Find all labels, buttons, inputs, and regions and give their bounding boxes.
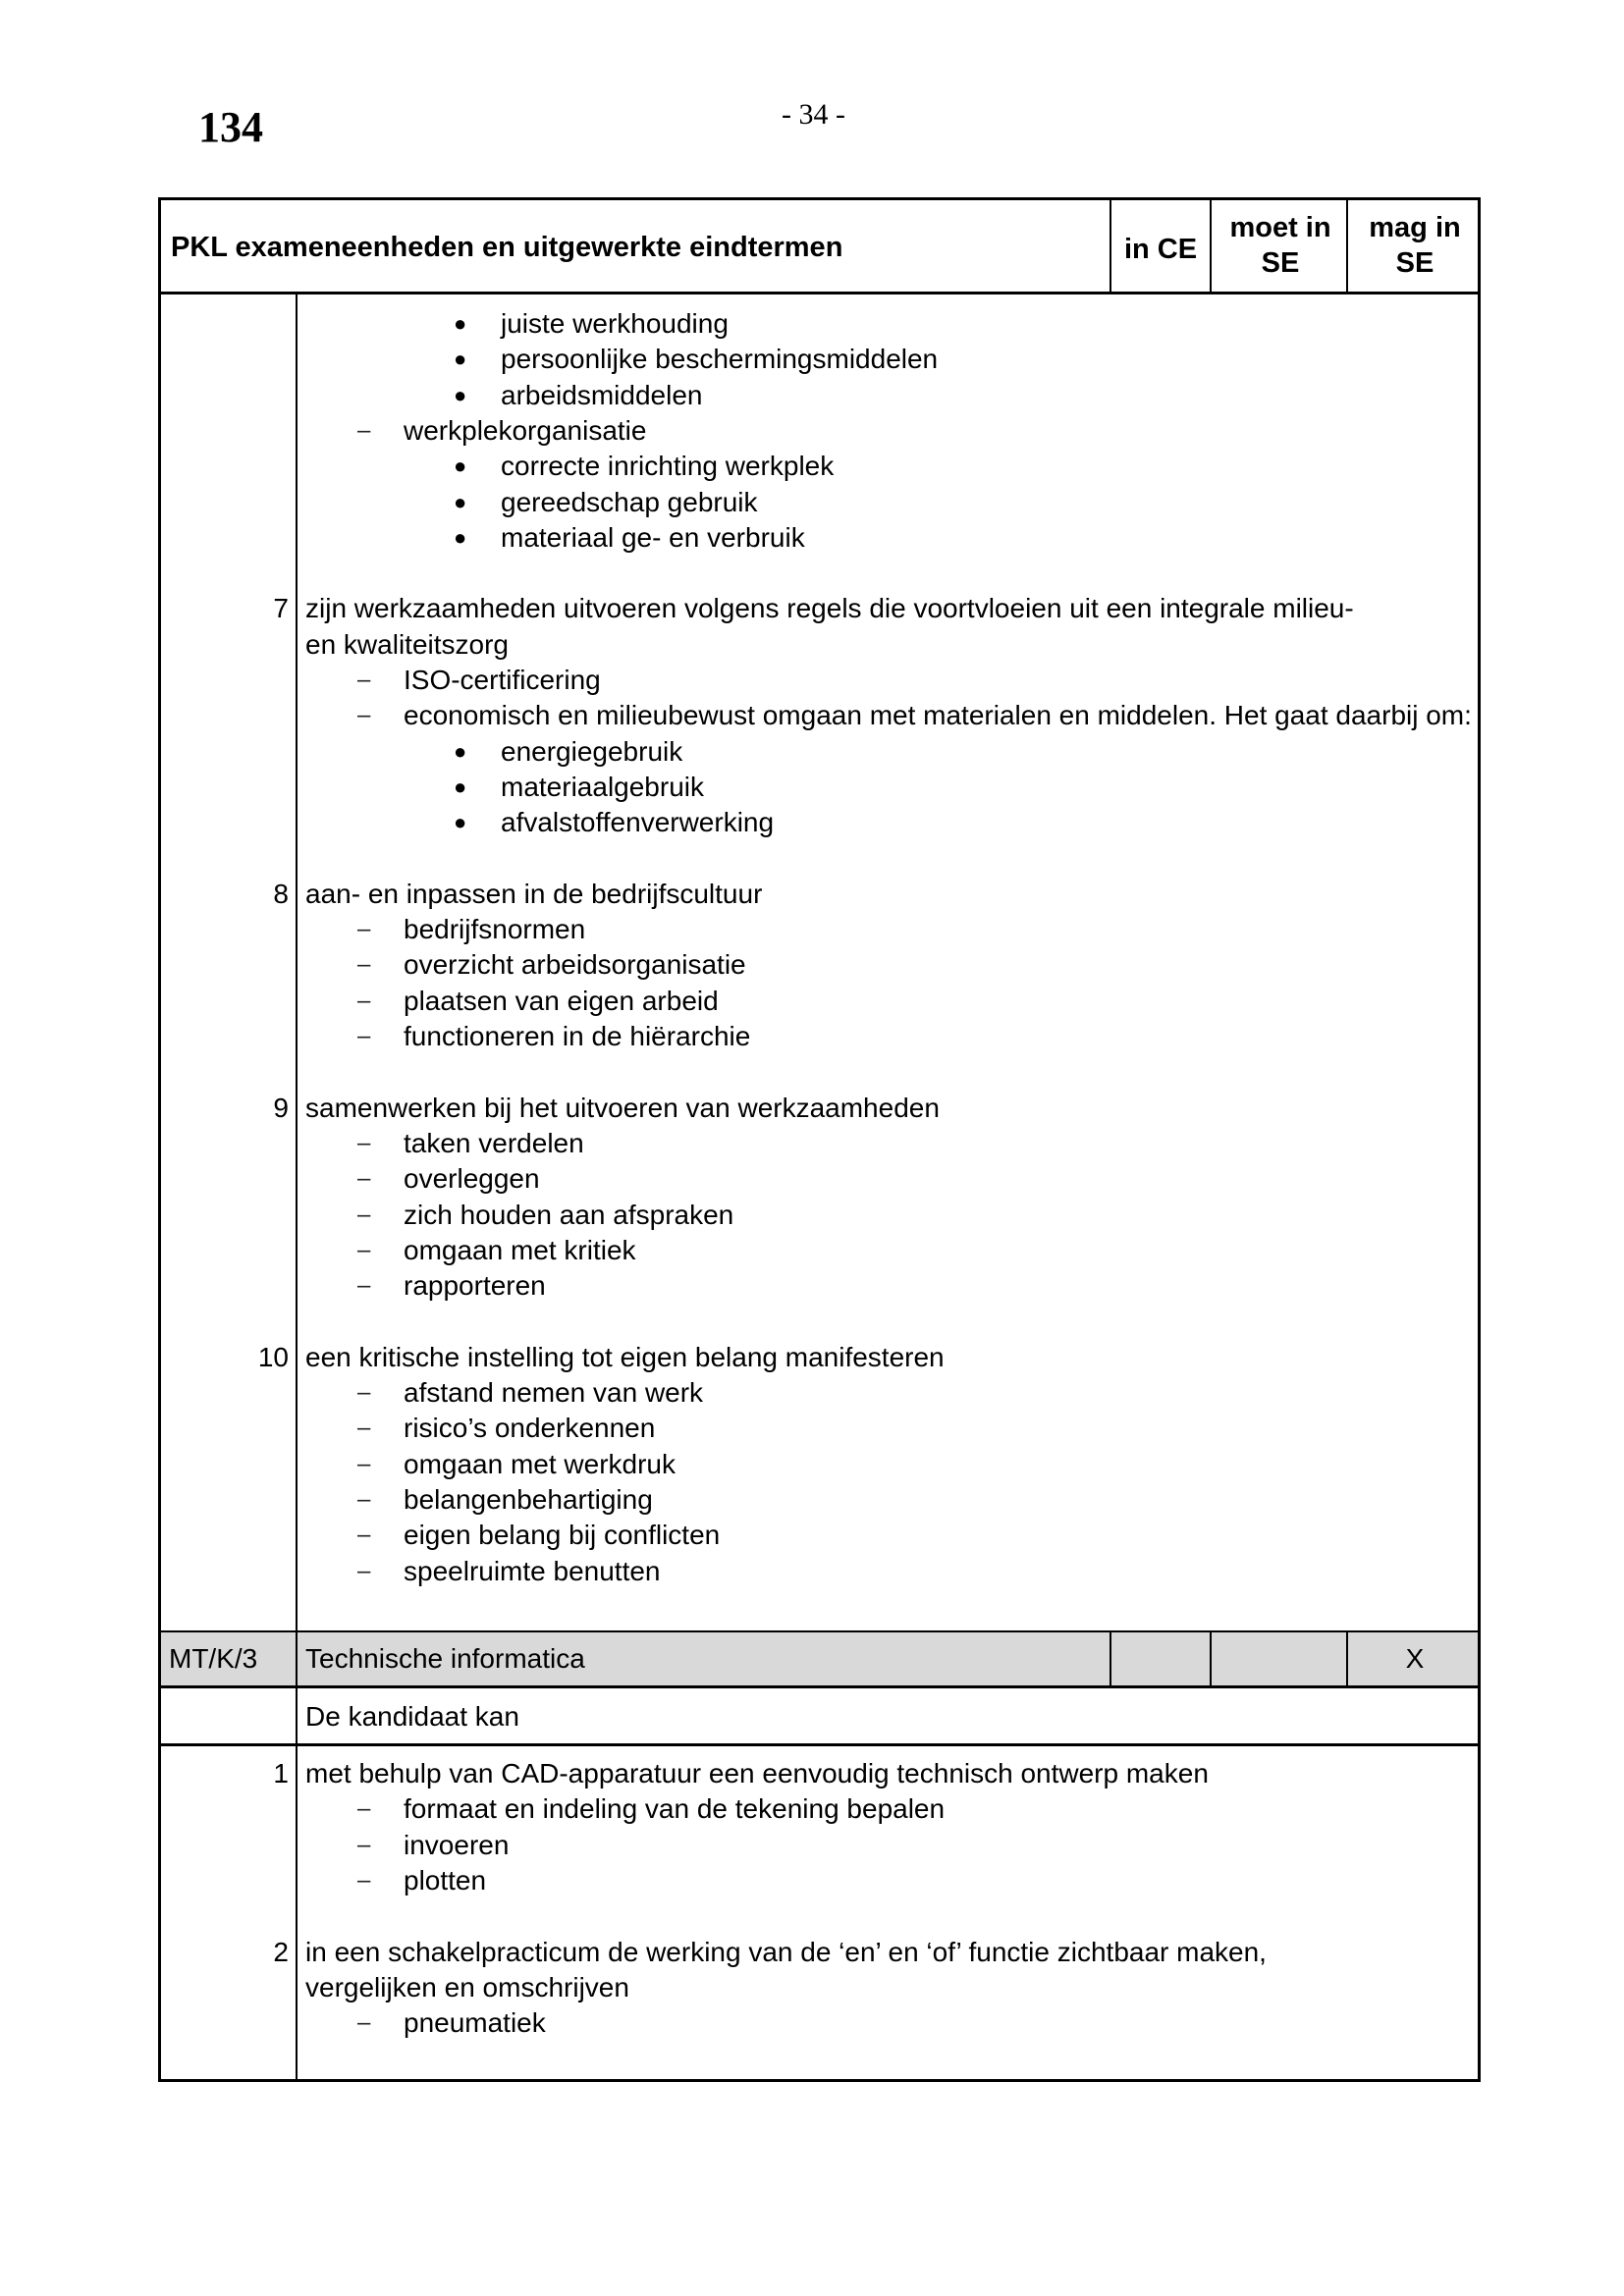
eindterm-title: en kwaliteitszorg	[305, 628, 509, 660]
dash-icon: –	[357, 1831, 371, 1858]
bullet-icon: ●	[454, 738, 467, 764]
list-item: afvalstoffenverwerking	[501, 807, 775, 838]
divider	[1110, 200, 1111, 293]
unit-name: Technische informatica	[305, 1643, 585, 1674]
list-item: arbeidsmiddelen	[501, 379, 703, 410]
eindtermen-table	[158, 197, 1481, 2082]
number-column-divider	[296, 293, 298, 2082]
list-item: taken verdelen	[404, 1127, 584, 1158]
list-item: overzicht arbeidsorganisatie	[404, 949, 746, 981]
list-item: rapporteren	[404, 1270, 546, 1302]
list-item: gereedschap gebruik	[501, 486, 758, 517]
list-item: speelruimte benutten	[404, 1555, 661, 1586]
eindterm-title: samenwerken bij het uitvoeren van werkzaamheden	[305, 1092, 940, 1123]
header-moet-in-se	[1214, 210, 1347, 281]
dash-icon: –	[357, 1023, 371, 1049]
list-item: overleggen	[404, 1163, 540, 1195]
eindterm-number: 10	[257, 1341, 289, 1372]
eindterm-title: vergelijken en omschrijven	[305, 1971, 629, 2002]
header-bottom-rule	[161, 292, 1478, 294]
unit-row-bottom-rule	[161, 1685, 1478, 1688]
divider	[296, 1631, 298, 1686]
list-item: omgaan met kritiek	[404, 1234, 636, 1265]
unit-row-top-rule	[161, 1630, 1478, 1632]
dash-icon: –	[357, 1450, 371, 1477]
dash-icon: –	[357, 1485, 371, 1513]
list-item: plaatsen van eigen arbeid	[404, 985, 719, 1016]
dash-icon: –	[357, 916, 371, 943]
list-item: ISO-certificering	[404, 665, 601, 695]
list-item: risico’s onderkennen	[404, 1413, 656, 1444]
list-item: materiaalgebruik	[501, 771, 704, 802]
header-moet-line2: SE	[1261, 247, 1300, 279]
divider	[1110, 1631, 1111, 1686]
eindterm-number: 8	[273, 878, 289, 909]
eindterm-title: in een schakelpracticum de werking van de ‘en’ en ‘of’ functie zichtbaar maken,	[305, 1936, 1267, 1967]
bullet-icon: ●	[454, 454, 467, 479]
unit-code: MT/K/3	[169, 1643, 258, 1674]
dash-icon: –	[357, 416, 371, 444]
list-item: plotten	[404, 1864, 487, 1896]
dash-icon: –	[357, 1795, 371, 1823]
list-item: persoonlijke beschermingsmiddelen	[501, 344, 939, 375]
header-in-ce: in CE	[1123, 234, 1198, 265]
dash-icon: –	[357, 1557, 371, 1584]
list-item: materiaal ge- en verbruik	[501, 521, 805, 553]
page-number-header: - 34 -	[782, 98, 845, 131]
dash-icon: –	[357, 1415, 371, 1442]
list-item: economisch en milieubewust omgaan met materialen en middelen. Het gaat daarbij om:	[404, 700, 1472, 731]
eindterm-title: met behulp van CAD-apparatuur een eenvoudig technisch ontwerp maken	[305, 1758, 1209, 1789]
divider	[1210, 200, 1212, 293]
list-item: omgaan met werkdruk	[404, 1448, 677, 1479]
divider	[1346, 1631, 1348, 1686]
header-mag-in-se	[1349, 210, 1481, 281]
list-item: formaat en indeling van de tekening bepalen	[404, 1793, 946, 1825]
eindterm-title: een kritische instelling tot eigen belang manifesteren	[305, 1341, 945, 1372]
dash-icon: –	[357, 1272, 371, 1300]
intro-bottom-rule	[161, 1743, 1478, 1746]
dash-icon: –	[357, 951, 371, 979]
list-item: zich houden aan afspraken	[404, 1199, 734, 1230]
bullet-icon: ●	[454, 311, 467, 336]
dash-icon: –	[357, 1236, 371, 1263]
list-item: werkplekorganisatie	[404, 414, 647, 446]
dash-icon: –	[357, 1379, 371, 1406]
unit-mag-in-se: X	[1405, 1643, 1425, 1674]
page-number-corner: 134	[198, 103, 263, 151]
list-item: bedrijfsnormen	[404, 914, 586, 945]
divider	[1210, 1631, 1212, 1686]
list-item: juiste werkhouding	[501, 308, 729, 339]
dash-icon: –	[357, 1866, 371, 1894]
bullet-icon: ●	[454, 774, 467, 799]
eindterm-number: 9	[273, 1092, 289, 1123]
header-mag-line1: mag in	[1369, 212, 1461, 243]
dash-icon: –	[357, 987, 371, 1014]
eindterm-number: 1	[273, 1758, 289, 1789]
list-item: functioneren in de hiërarchie	[404, 1021, 751, 1051]
list-item: energiegebruik	[501, 735, 683, 767]
eindterm-number: 2	[273, 1936, 289, 1967]
bullet-icon: ●	[454, 347, 467, 372]
dash-icon: –	[357, 1201, 371, 1228]
eindterm-title: aan- en inpassen in de bedrijfscultuur	[305, 878, 763, 909]
bullet-icon: ●	[454, 382, 467, 407]
list-item: pneumatiek	[404, 2007, 546, 2039]
dash-icon: –	[357, 667, 371, 693]
list-item: invoeren	[404, 1829, 510, 1860]
divider	[1346, 200, 1348, 293]
list-item: afstand nemen van werk	[404, 1377, 704, 1408]
dash-icon: –	[357, 2009, 371, 2037]
dash-icon: –	[357, 1522, 371, 1549]
table-header-title: PKL exameneenheden en uitgewerkte eindtermen	[171, 232, 843, 263]
list-item: correcte inrichting werkplek	[501, 451, 835, 482]
eindterm-title: zijn werkzaamheden uitvoeren volgens regels die voortvloeien uit een integrale milieu-	[305, 593, 1354, 624]
dash-icon: –	[357, 1165, 371, 1193]
dash-icon: –	[357, 1129, 371, 1156]
bullet-icon: ●	[454, 524, 467, 550]
bullet-icon: ●	[454, 810, 467, 835]
dash-icon: –	[357, 702, 371, 729]
eindterm-number: 7	[273, 593, 289, 624]
list-item: belangenbehartiging	[404, 1483, 653, 1515]
intro-text: De kandidaat kan	[305, 1701, 519, 1732]
header-moet-line1: moet in	[1229, 212, 1331, 243]
list-item: eigen belang bij conflicten	[404, 1520, 721, 1551]
bullet-icon: ●	[454, 489, 467, 514]
header-mag-line2: SE	[1395, 247, 1435, 279]
